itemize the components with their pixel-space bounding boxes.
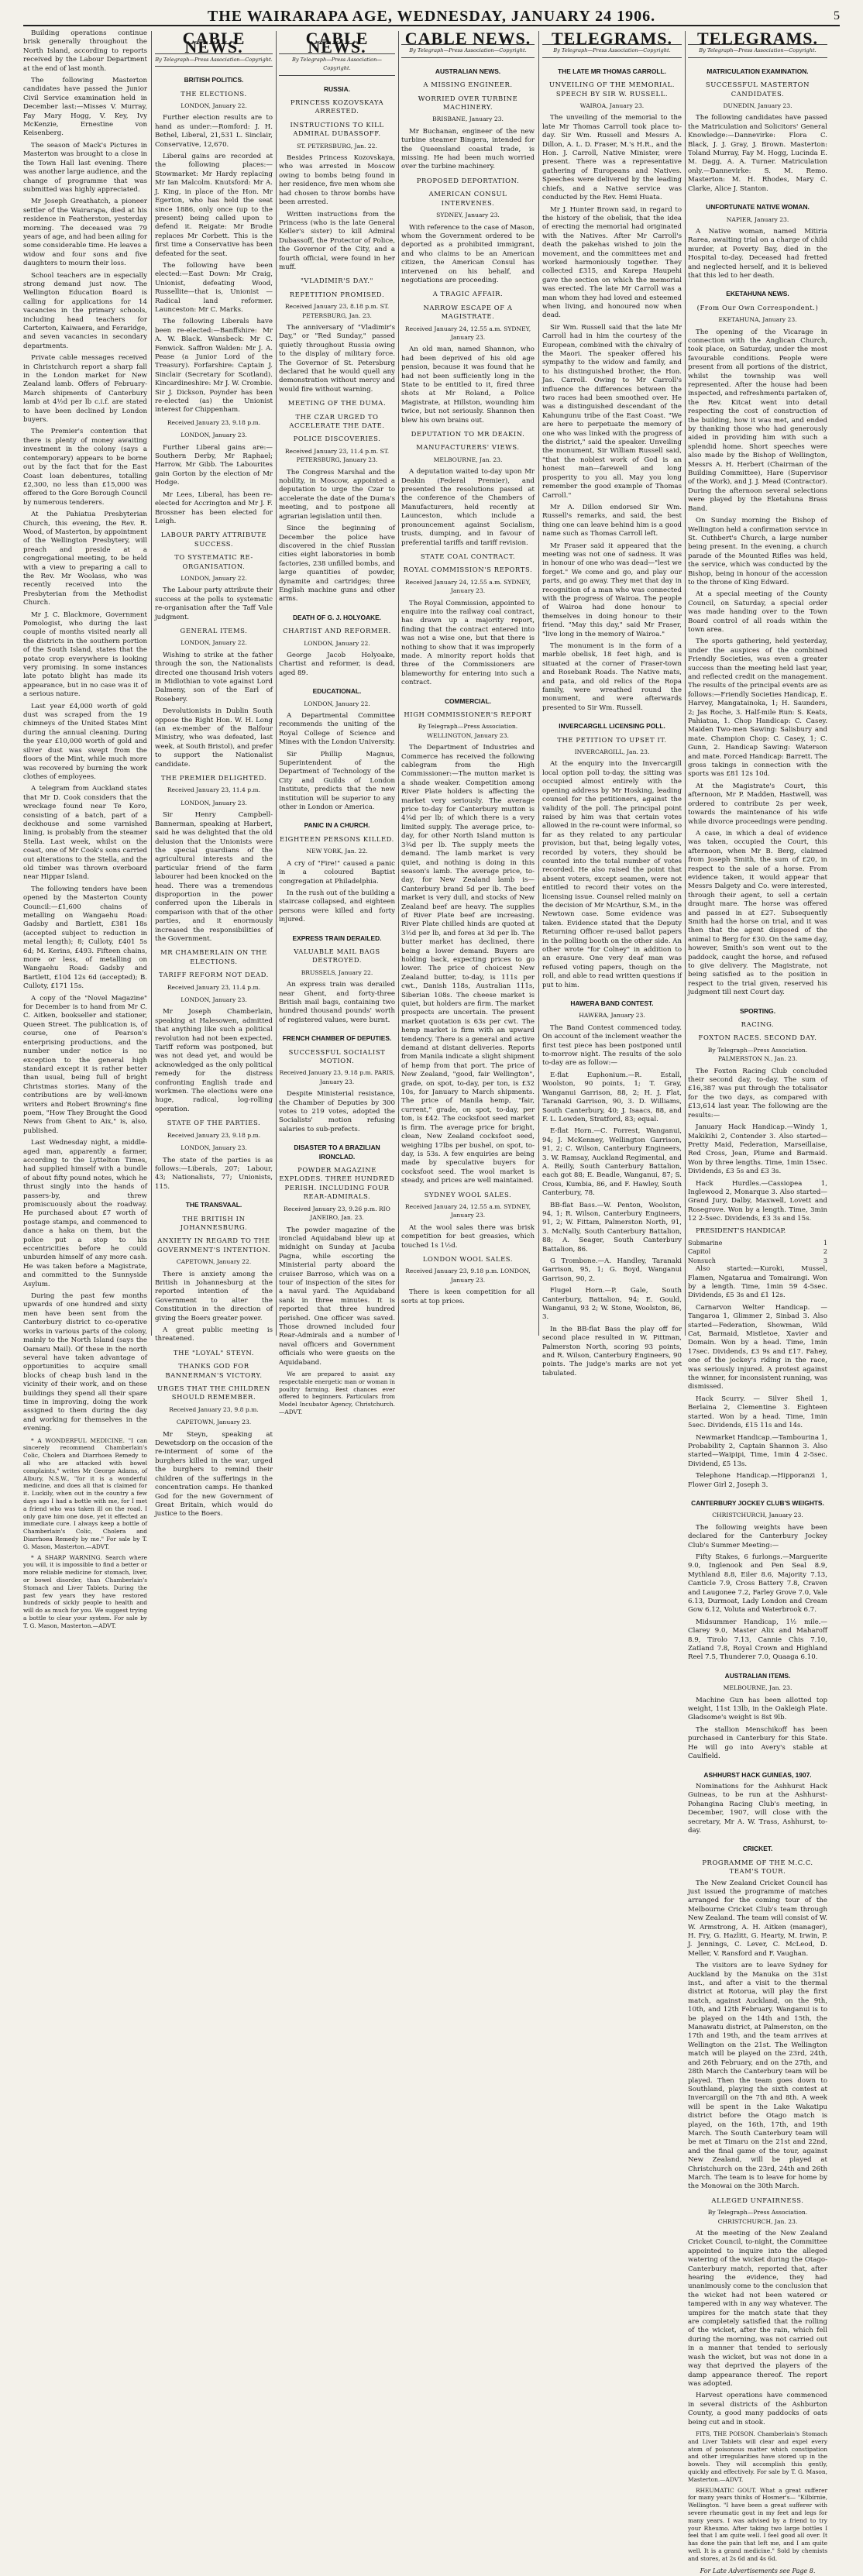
wire-credit: By Telegraph—Press Association—Copyright. xyxy=(279,53,395,76)
advertisement: We are prepared to assist any respectable energetic man or woman in poultry farming. Best chances ever offered to beginners. Particulars from Model Incubator Agency, Christchurch.—ADVT. xyxy=(279,1371,395,1415)
wire-credit: By Telegraph—Press Association—Copyright. xyxy=(688,44,827,57)
results-row xyxy=(688,1247,827,1256)
article-subheadline: RACING. xyxy=(741,1020,775,1029)
placing: 3 xyxy=(823,1257,827,1264)
article-paragraph: Sir Phillip Magnus, Superintendent of the Department of Technology of the City and Guilds of London Institute, predicts that the new institution will be superior to any other in London or America. xyxy=(279,750,395,812)
article-subheadline: STATE COAL CONTRACT. xyxy=(420,552,516,560)
article-paragraph: An express train was derailed near Ghent, and forty-three British mail bags, containing two hundred thousand pounds' worth of registered values, were burnt. xyxy=(279,981,395,1024)
article-headline: AUSTRALIAN NEWS. xyxy=(435,67,501,75)
article-subheadline: URGES THAT THE CHILDREN SHOULD REMEMBER. xyxy=(157,1384,270,1401)
column-rule xyxy=(276,31,277,1336)
article-paragraph: Mr Fraser said it appeared that the meeting was not one of sadness. It was in honour of one who was dead—"lest we forget." We come and go, and play our parts, and go away. They met that day in recognition of a man who was connected with the progress of Wairoa. The people of Wairoa had done honour to themselves in doing honour to their friend. "May this day," said Mr Fraser, "live long in the memory of Wairoa." xyxy=(542,542,682,638)
article-subheadline: GENERAL ITEMS. xyxy=(180,626,248,635)
race-result: Carnarvon Welter Handicap. — Tangaroa 1, Glimmer 2, Sinbad 3. Also started—Federation, Showman, Wild Cat, Barmaid, Mistletoe, Xavier and Domain. Won by a head. Time, 1min 17sec. Dividends, £3 9s and £17. Fahey, one of the jockey's riding in the race, was seriously injured. A protest against the winner, for inconsistent running, was dismissed. xyxy=(688,1303,827,1391)
article-paragraph: At the meeting of the New Zealand Cricket Council, to-night, the Committee appointed to inquire into the alleged watering of the wicket during the Otago-Canterbury match, reported that, after hearing the evidence, they had unanimously come to the conclusion that the wicket had not been watered or tampered with in any way whatever. The umpires for the match state that they are completely satisfied that the rolling of the wicket, after the rain, which fell during the morning, was not carried out in a manner that tended to seriously wash the wicket, but was not done in a way that deprived the players of the damp appearance thereof. The report was adopted. xyxy=(688,2230,827,2388)
article-paragraph: The powder magazine of the ironclad Aquidaband blew up at midnight on Sunday at Jacuba Pagna, while escorting the Ministerial party aboard the cruiser Barroso, which was on a tour of inspection of the sites for a naval yard. The Aquidaband sank in three minutes. It is reported that three hundred perished. One officer was saved. Those drowned included four Rear-Admirals and a number of naval officers and Government officials who were guests on the Aquidaband. xyxy=(279,1226,395,1367)
article-paragraph: Fifty Stakes, 6 furlongs.—Marguerite 9.0, Inglenook and Pen Seal 8.9, Mythland 8.8, Eiler 8.6, Majority 7.13, Canticle 7.9, Cross Battery 7.8, Craven and Laugonee 7.2, Farley Grove 7.0, Vale 6.13, Durmoat, Lady London and Cream Gow 6.12, Voluta and Waterbrook 6.7. xyxy=(688,1553,827,1615)
race-result: Also started:—Kuroki, Mussel, Flamen, Ngatarua and Tomairangi. Won by a length. Time, 1min 59 4-5sec. Dividends, £5 3s and £1 12s. xyxy=(688,1265,827,1300)
article-paragraph: A Departmental Committee recommends the uniting of the Royal College of Science and Mines with the London University. xyxy=(279,712,395,747)
article-headline: PANIC IN A CHURCH. xyxy=(304,821,370,830)
article-paragraph: Nominations for the Ashhurst Hack Guineas, to be run at the Ashhurst-Pohangina Racing Club's meeting, in December, 1907, will close with the secretary, Mr A. W. Trass, Ashhurst, to-day. xyxy=(688,1782,827,1835)
race-result: Newmarket Handicap.—Tambourina 1, Probability 2, Captain Shannon 3. Also started—Waipipi, Time, 1min 4 2-5sec. Dividend, £5 13s. xyxy=(688,1433,827,1468)
news-paragraph: Last year £4,000 worth of gold dust was scraped from the 19 chimneys of the United States Mint during the annual cleaning. During the year £10,000 worth of gold and silver dust was swept from the floors of the Mint, while much more was recovered by burning the work clothes of employees. xyxy=(23,702,147,781)
article-subheadline: MR CHAMBERLAIN ON THE ELECTIONS. xyxy=(160,948,267,965)
article-paragraph: The following candidates have passed the Matriculation and Solicitors' General Knowledge:—Dannevirke: Flora C. Black, J. J. Gray, J. Brown. Masterton: Toland Murray, Fay M. Hogg, Lucinda E. M. Dagg, A. A. Turner. Matriculation only.—Dannevirke: S. M. Remo. Masterton: M. H. Rhodes, Mary C. Clarke, Alice J. Stanton. xyxy=(688,114,827,193)
results-row xyxy=(688,1239,827,1247)
article-paragraph: Flugel Horn.—P. Gale, South Canterbury, Battalion, 94; E. Gould, Wanganui, 93 2; W. Stone, Woolston, 86, 3. xyxy=(542,1287,682,1322)
article-subheadline: PROGRAMME OF THE M.C.C. TEAM'S TOUR. xyxy=(702,1858,813,1876)
article-paragraph: Mr J. Hunter Brown said, in regard to the history of the obelisk, that the idea of erecting the memorial had originated with the Natives. After Mr Carroll's death the pakehas wished to join the movement, and the committees met and worked harmoniously together. They collected £315, and Karepa Haupehi gave the section on which the memorial was erected. The late Mr Carroll was a man whom they had loved and esteemed when living, and honoured now when dead. xyxy=(542,205,682,320)
dateline: ST. PETERSBURG, Jan. 22. xyxy=(297,142,377,150)
article-paragraph: With reference to the case of Mason, whom the Government ordered to be deported as a prohibited immigrant, and who claims to be an American citizen, the American Consul has intervened on his behalf, and negotiations are proceeding. xyxy=(401,223,535,284)
article-subheadline: VALUABLE MAIL BAGS DESTROYED. xyxy=(294,947,380,965)
article-headline: ASHHURST HACK GUINEAS, 1907. xyxy=(703,1770,812,1779)
dateline: LONDON, January 23. xyxy=(181,799,247,807)
received-time: Received January 23, 11.4 p.m. xyxy=(167,786,261,794)
article-paragraph: The monument is in the form of a marble obelisk, 18 feet high, and is situated at the corner of Fraser-town and Rosebank Roads. The Native mats, and pata, and old relics of the Ropa family, were wreathed round the monument, and were afterwards presented to Sir Wm. Russell. xyxy=(542,642,682,712)
article-subheadline: EIGHTEEN PERSONS KILLED. xyxy=(280,834,394,843)
advertisement: RHEUMATIC GOUT. What a great sufferer for many years thinks of Hosmer's— "Kilbirnie, Wellington. "I have been a great sufferer with severe rheumatic gout in my feet and legs for many years. I was advised by a friend to try your Rheumo. After taking two large bottles I feel that I am quite well. I feel good all over. It has done the pain that left me, and I am quite well. It is a grand medicine." Sold by chemists and stores, at 2s 6d and 4s 6d. xyxy=(688,2486,827,2562)
article-subheadline: PRINCESS KOZOVSKAYA ARRESTED. xyxy=(290,98,384,115)
dateline: INVERCARGILL, Jan. 23. xyxy=(574,748,650,756)
article-paragraph: The unveiling of the memorial to the late Mr Thomas Carroll took place to-day. Sir Wm. Russell and Messrs A. Dillon, A. L. D. Fraser, M.'s H.R., and the Hon. J. Carroll, Native Minister, were present. There was a representative gathering of Europeans and Natives. Speeches were delivered by the leading chiefs, and a Native service was conducted by the Rev. Hemi Huata. xyxy=(542,114,682,202)
column-cable-news-russia xyxy=(279,29,395,1415)
article-paragraph: Sir Wm. Russell said that the late Mr Carroll had in him the courtesy of the European, combined with the chivalry of the Maori. The speaker offered his sympathy to the widow and family, and to his distinguished brother, the Hon. Jas. Carroll. Owing to Mr Carroll's influence the differences between the two races had been smoothed over. He was a distinguished descendant of the Kahungunu tribe of the East Coast. "We are here to perpetuate the memory of one who was linked with the progress of the district," said the speaker. Unveiling the monument, Sir William Russell said, "that the noblest work of God is an honest man—farewell and long prosperity to you all. May you long remember the good example of Thomas Carroll." xyxy=(542,323,682,500)
article-subheadline: THE BRITISH IN JOHANNESBURG. xyxy=(180,1214,248,1231)
dateline: NAPIER, January 23. xyxy=(726,215,789,223)
column-local-notes xyxy=(23,29,147,1629)
article-paragraph: A case, in which a deal of evidence was taken, occupied the Court, this afternoon, when Mr B. Berg, claimed from Joseph Smith, the sum of £20, in respect to the sale of a horse. From evidence taken, it would appear that Messrs Dalgety and Co. were interested, through their agent, to sell a certain draught mare. The horse was offered and passed in at £27. Subsequently Smith had the horse on trial, and it was then that the agent disposed of the animal to Berg for £30. On the same day, however, Smith's son went out to the paddock, caught the horse, and refused to give delivery. The Magistrate, not being satisfied as to the position in respect to the trial given, reserved his judgment till next Court day. xyxy=(688,829,827,997)
article-subheadline: DEPUTATION TO MR DEAKIN. xyxy=(411,430,525,439)
dateline: CHRISTCHURCH, January 23. xyxy=(712,1512,803,1519)
article-paragraph: The stallion Menschikoff has been purchased in Canterbury for this State. He will go into Avery's stable at Caulfield. xyxy=(688,1725,827,1761)
dateline: By Telegraph—Press Association. CHRISTCHURCH, Jan. 23. xyxy=(707,2209,808,2225)
article-paragraph: In the rush out of the building a staircase collapsed, and eighteen persons were killed and forty injured. xyxy=(279,889,395,924)
article-paragraph: Liberal gains are recorded at the following places:—Stowmarket: Mr Hardy replacing Mr Ian Malcolm. Knutsford: Mr A. J. King, in place of the Hon. Mr Egerton, who has held the seat since 1886, only once (up to the present) being called upon to defend it. Reigate: Mr Brodie replaces Mr Corbett. This is the first time a Conservative has been defeated for the seat. xyxy=(155,153,273,258)
article-subheadline: LABOUR PARTY ATTRIBUTE SUCCESS. xyxy=(160,531,267,548)
article-paragraph: In the BB-flat Bass the play off for second place resulted in W. Pittman, Palmerston North, scoring 93 points, and R. Wilson, Canterbury Engineers, 90 points. The judge's marks are not yet tabulated. xyxy=(542,1325,682,1377)
article-subheadline: POLICE DISCOVERIES. xyxy=(293,435,381,443)
section-heading: TELEGRAMS. xyxy=(551,29,673,48)
article-paragraph: Despite Ministerial resistance, the Chamber of Deputies by 300 votes to 219 votes, adopted the Socialists' motion refusing salaries to sub-prefects. xyxy=(279,1090,395,1133)
wire-credit: By Telegraph—Press Association—Copyright. xyxy=(155,53,273,67)
article-headline: MATRICULATION EXAMINATION. xyxy=(707,67,809,75)
article-subheadline: SYDNEY WOOL SALES. xyxy=(424,1190,512,1199)
article-paragraph: George Jacob Holyoake, Chartist and reformer, is dead, aged 89. xyxy=(279,651,395,677)
article-subheadline: STATE OF THE PARTIES. xyxy=(167,1119,261,1127)
news-paragraph: A telegram from Auckland states that Mr D. Cook considers that the wreckage found near Te Koro, consisting of a batch, part of a deckhouse and some varnished lining, is probably from the steamer Stella. Last week, whilst on the coast, one of Mr Cook's sons carried out alterations to the Stella, and the old timber was thrown overboard near Hippar Island. xyxy=(23,785,147,882)
column-rule xyxy=(685,31,686,1336)
article-paragraph: Hack Hurdles.—Cassiopea 1, Inglewood 2, Monarque 3. Also started—Grand Jury, Dalby, Maxwell, Lovett and Rosegrove. Won by a length. Time, 3min 12 2-5sec. Dividends, £3 3s and 15s. xyxy=(688,1179,827,1223)
article-paragraph: A deputation waited to-day upon Mr Deakin (Federal Premier), and presented the resolutions passed at the conference of the Chambers of Manufacturers, held recently at Launceston, which include a pronouncement against Socialism, trusts, dumping, and in favour of preferential tariffs and tariff revision. xyxy=(401,468,535,547)
article-headline: THE TRANSVAAL. xyxy=(185,1201,242,1209)
results-row xyxy=(688,1257,827,1265)
article-subheadline: ROYAL COMMISSION'S REPORTS. xyxy=(403,566,533,574)
article-paragraph: G Trombone.—A. Handley, Taranaki Garrison, 95, 1; G. Boyd, Wanganui Garrison, 90, 2. xyxy=(542,1257,682,1283)
article-paragraph: Wishing to strike at the father through the son, the Nationalists directed one thousand Irish voters in Midlothian to vote against Lord Dalmeny, son of the Earl of Rosebery. xyxy=(155,651,273,703)
news-paragraph: The season of Mack's Pictures in Masterton was brought to a close in the Town Hall last evening. There was another large audience, and the change of programme that was submitted was highly appreciated. xyxy=(23,141,147,194)
article-subheadline: INSTRUCTIONS TO KILL ADMIRAL DUBASSOFF. xyxy=(290,120,384,138)
article-paragraph: At a special meeting of the County Council, on Saturday, a special order was made handing over to the Town Board control of all roads within the town area. xyxy=(688,590,827,634)
article-paragraph: Besides Princess Kozovskaya, who was arrested in Moscow owing to bombs being found in her residence, five men whom she had chosen to throw bombs have been arrested. xyxy=(279,154,395,207)
article-paragraph: Mr Lees, Liberal, has been re-elected for Accrington and Mr J. F. Brossner has been elected for Leigh. xyxy=(155,490,273,525)
article-subheadline: ANXIETY IN REGARD TO THE GOVERNMENT'S INTENTION. xyxy=(156,1236,271,1254)
dateline: By Telegraph—Press Association. WELLINGTON, January 23. xyxy=(418,723,518,739)
dateline: DUNEDIN, January 23. xyxy=(723,102,793,110)
dateline: Received January 23, 8.18 p.m. ST. PETERSBURG, Jan. 23. xyxy=(284,303,390,319)
article-paragraph: There is anxiety among the British in Johannesburg at the reported intention of the Government to alter the Constitution in the direction of giving the Boers greater power. xyxy=(155,1270,273,1322)
received-time: Received January 23, 9.18 p.m. xyxy=(167,418,261,426)
article-subheadline: POWDER MAGAZINE EXPLODES. THREE HUNDRED PERISH. INCLUDING FOUR REAR-ADMIRALS. xyxy=(279,1166,395,1201)
article-paragraph: An old man, named Shannon, who had been deprived of his old age pension, because it was found that he had not been sufficiently long in the State to be entitled to it, fired three shots at Mr Roland, a Police Magistrate, at Hillston, wounding him twice, but not seriously. Shannon then blew his own brains out. xyxy=(401,346,535,425)
dateline: MELBOURNE, Jan. 23. xyxy=(723,1684,793,1692)
advertisement: FITS, THE POISON. Chamberlain's Stomach and Liver Tablets will clear and expel every atom of poisonous matter which constipation and other irregularities have stored up in the bowels. They will accomplish this gently, quickly and effectively. For sale by T. G. Mason, Masterton.—ADVT. xyxy=(688,2430,827,2483)
article-paragraph: The Congress Marshal and the nobility, in Moscow, appointed a deputation to urge the Czar to accelerate the date of the Duma's meeting, and to postpone all agrarian legislation until then. xyxy=(279,468,395,521)
article-subheadline: FOXTON RACES. SECOND DAY. xyxy=(698,1033,817,1042)
dateline: Received January 23, 9.26 p.m. RIO JANEIRO, Jan. 23. xyxy=(284,1205,390,1222)
news-paragraph: Mr Joseph Greathatch, a pioneer settler of the Wairarapa, died at his residence in Featherston, yesterday morning. The deceased was 79 years of age, and had been ailing for some considerable time. He leaves a widow and four sons and five daughters to mourn their loss. xyxy=(23,198,147,268)
article-paragraph: At the Magistrate's Court, this afternoon, Mr P. Madden, Hastwell, was ordered to contribute 2s per week, towards the maintenance of his wife while divorce proceedings were pending. xyxy=(688,782,827,826)
article-paragraph: Written instructions from the Princess (who is the late General Keller's sister) to kill Admiral Dubassoff, the Protector of Police, the Governor of the City, and a fourth official, were found in her muff. xyxy=(279,210,395,271)
dateline: LONDON, January 23. xyxy=(181,996,247,1003)
news-paragraph: Mr J. C. Blackmore, Government Pomologist, who during the last couple of months visited nearly all the districts in the southern portion of the South Island, states that the potato crop everywhere is looking very promising. In some instances late potato blight has made its appearance, but in no case was it of a serious nature. xyxy=(23,610,147,699)
article-paragraph: A great public meeting is threatened. xyxy=(155,1326,273,1343)
article-headline: BRITISH POLITICS. xyxy=(184,76,244,84)
dateline: BRUSSELS, January 22. xyxy=(301,968,373,976)
dateline: EKETAHUNA, January 23. xyxy=(718,316,797,324)
column-cable-news-british xyxy=(155,29,273,1518)
news-paragraph: Last Wednesday night, a middle-aged man, apparently a farmer, according to the Lyttelton Times, had supplied himself with a bundle of about fifty pound notes, which he thrust singly into the hands of passers-by, and threw promiscuously about the roadway. He purchased about £7 worth of postage stamps, and commenced to dance a haka on them, but the police put a stop to his eccentricities before he could unburden himself of any more cash. He was taken before a Magistrate, and committed to the Sunnyside Asylum. xyxy=(23,1139,147,1288)
article-subheadline: REPETITION PROMISED. xyxy=(289,290,385,298)
received-time: Received January 23, 11.4 p.m. xyxy=(167,983,261,991)
results-table xyxy=(688,1239,827,1265)
dateline: Received January 23, 11.4 p.m. ST. PETERSBURG, January 23. xyxy=(284,447,390,464)
column-rule xyxy=(151,31,152,1336)
article-paragraph: The sports gathering, held yesterday, under the auspices of the combined Friendly Societies, was even a greater success than the meeting held last year, and reflected credit on the management. The results of the principal events are as follows:—Friendly Societies Handicap, E. Harvey, Mangatainoka, 1; H. Saunders, 2; Jas Roche, 3. Half-mile Run: S. Keats, Pahiatua, 1. Chop Handicap: C. Casey. Maiden Two-men Sawing: Salisbury and mate. Champion Chop: C. Casey, 1; C. Gunn, 2. Handicap Sawing: Waterson and mate. Forced Handicap: Barrett. The gross takings in connection with the sports was £81 12s 10d. xyxy=(688,638,828,779)
article-headline: THE LATE MR THOMAS CARROLL. xyxy=(558,67,666,75)
article-headline: DISASTER TO A BRAZILIAN IRONCLAD. xyxy=(294,1144,380,1161)
received-time: Received January 23, 9.18 p.m. xyxy=(167,1131,261,1139)
article-subheadline: WORRIED OVER TURBINE MACHINERY. xyxy=(418,94,518,112)
advertisement: * A SHARP WARNING. Search where you will, it is impossible to find a better or more reliable medicine for stomach, liver, or bowel disorder, than Chamberlain's Stomach and Liver Tablets. During the past few years they have restored hundreds of sickly people to health and will do as much for you. We suggest trying a bottle to clear your system. For sale by T. G. Mason, Masterton.—ADVT. xyxy=(23,1553,147,1629)
article-paragraph: There is keen competition for all sorts at top prices. xyxy=(401,1288,535,1305)
article-headline: UNFORTUNATE NATIVE WOMAN. xyxy=(706,203,810,212)
article-paragraph: The Band Contest commenced today. On account of the inclement weather the first test piece has been postponed until to-morrow night. The results of the solo to-day are as follow:— xyxy=(542,1023,682,1068)
dateline: Received January 24, 12.55 a.m. SYDNEY, January 23. xyxy=(404,578,531,595)
article-paragraph: E-flat Horn.—C. Forrest, Wanganui, 94; J. McKenney, Wellington Garrison, 91, 2; C. Wilson, Canterbury Engineers, 3. W. Ramsay, Auckland Regimental, and A. Reilly, South Canterbury Battalion, each got 88; E. Beadle, Wanganui, 87; S. Cross, Kumbia, 86, and F. Hawley, South Canterbury, 78. xyxy=(542,1127,682,1198)
article-paragraph: The New Zealand Cricket Council has just issued the programme of matches arranged for the coming tour of the Melbourne Cricket Club's team through New Zealand. The team will consist of W. W. Armstrong, A. H. Aitken (manager), H. Fry, G. Hazlitt, G. Hearty, M. Irwin, P. J. Jennings, C. Lever, C. McLeod, D. Meller, V. Ransford and F. Vaughan. xyxy=(688,1879,827,1958)
placing: 1 xyxy=(823,1239,827,1247)
section-heading: TELEGRAMS. xyxy=(696,29,819,48)
article-paragraph: The Labour party attribute their success at the polls to systematic re-organisation after the Taff Vale judgment. xyxy=(155,586,273,621)
article-paragraph: Devolutionists in Dublin South oppose the Right Hon. W. H. Long (an ex-member of the Balfour Ministry, who was defeated, last week, at South Bristol), and prefer to support the Nationalist candidate. xyxy=(155,707,273,769)
wire-credit: By Telegraph—Press Association—Copyright. xyxy=(542,44,682,57)
article-paragraph: On Sunday morning the Bishop of Wellington held a confirmation service in St. Cuthbert's Church, a large number being present. In the evening, a church parade of the Mounted Rifles was held, the service, which was conducted by the Bishop, being in honour of the accession to the throne of King Edward. xyxy=(688,517,827,586)
article-paragraph: The opening of the Vicarage in connection with the Anglican Church, took place, on Saturday, under the most favourable conditions. People were present from all portions of the district, whilst the township was well represented. After the house had been inspected, and refreshments partaken of, the Rev. Kitcat went into detail respecting the cost of construction of the building, how it was met, and ended by thanking those who had generously aided in providing him with such a splendid home. Short speeches were also made by the Bishop of Wellington, Messrs A. H. Herbert (Chairman of the Building Committee), Hare (Supervisor of the Work), and J. J. Mead (Contractor). During the afternoon several selections were played by the Eketahuna Brass Band. xyxy=(688,328,828,513)
article-paragraph: BB-flat Bass.—W. Penton, Woolston, 94, 1; R. Wilson, Canterbury Engineers, 91, 2; W. Fittam, Palmerston North, 91, 3. McNally, South Canterbury Battalion, 88; A. Seager, South Canterbury Battalion, 86. xyxy=(542,1201,682,1254)
article-headline: HAWERA BAND CONTEST. xyxy=(570,999,654,1008)
dateline: SYDNEY, January 23. xyxy=(436,212,500,219)
dateline: BRISBANE, January 23. xyxy=(432,115,504,123)
column-cable-news-australian xyxy=(401,29,535,1336)
article-paragraph: Further Liberal gains are:—Southern Derby, Mr Raphael; Harrow, Mr Gibb. The Labourites gain Gorton by the election of Mr Hodge. xyxy=(155,443,273,487)
dateline: By Telegraph—Press Association. PALMERSTON N., Jan. 23. xyxy=(707,1046,808,1063)
article-subheadline: PROPOSED DEPORTATION. xyxy=(416,176,520,184)
article-paragraph: The state of the parties is as follows:—Liberals, 207; Labour, 43; Nationalists, 77; Unionists, 115. xyxy=(155,1156,273,1191)
news-paragraph: Building operations continue brisk generally throughout the North Island, according to reports received by the Labour Department at the end of last month. xyxy=(23,29,147,73)
article-subheadline: HIGH COMMISSIONER'S REPORT xyxy=(404,710,532,718)
news-paragraph: School teachers are in especially strong demand just now. The Wellington Education Board is calling for applications for 14 vacancies in the primary schools, including head teachers for Carterton, Kaiwaera, and Feraridge, and seven vacancies in secondary departments. xyxy=(23,271,147,350)
section-heading: CABLE NEWS. xyxy=(182,29,246,57)
article-subheadline: SUCCESSFUL MASTERTON CANDIDATES. xyxy=(705,81,810,98)
masthead-rule xyxy=(23,25,840,26)
article-subheadline: LONDON WOOL SALES. xyxy=(422,1254,514,1263)
article-subheadline: THE PREMIER DELIGHTED. xyxy=(160,774,267,782)
article-subheadline: NARROW ESCAPE OF A MAGISTRATE. xyxy=(423,303,513,321)
dateline: LONDON, January 22. xyxy=(181,639,247,647)
horse-name: Submarine xyxy=(688,1239,723,1247)
article-paragraph: The following Liberals have been re-elected:—Banffshire: Mr A. W. Black. Wansbeck: Mr C. Fenwick. Saffron Walden: Mr J. A. Pease (a Junior Lord of the Treasury). Forfarshire: Captain J. Sinclair (Secretary for Scotland). Kincardineshire: Mr J. W. Crombie. Sir J. Dickson, Poynder has been re-elected (as) the Unionist interest for Chippenham. xyxy=(155,318,273,414)
footer-note: For Late Advertisements see Page 8. xyxy=(700,2567,816,2575)
column-rule xyxy=(398,31,399,1336)
article-subheadline: A MISSING ENGINEER. xyxy=(423,81,513,89)
article-headline: CANTERBURY JOCKEY CLUB'S WEIGHTS. xyxy=(691,1498,824,1507)
article-paragraph: The Royal Commission, appointed to enquire into the railway coal contract, has drawn up a majority report, finding that the contract entered into was not a wise one, but that there is nothing to show that it was improperly made. A minority report holds that three of the Commissioners are blameworthy for entering into such a contract. xyxy=(401,599,535,687)
article-paragraph: January Hack Handicap.—Windy 1, Makikihi 2, Contender 3. Also started—Pretty Maid, Federation, Marseillaise, Red Cross, Jean, Plume and Barmaid. Won by three lengths. Time, 1min 15sec. Dividends, £3 5s and £3 3s. xyxy=(688,1123,827,1176)
dateline: LONDON, January 23. xyxy=(181,432,247,439)
masthead xyxy=(0,0,863,26)
news-paragraph: At the Pahiatua Presbyterian Church, this evening, the Rev. R. Wood, of Masterton, by appointment of the Wellington Presbytery, will preach and preside at a congregational meeting, to be held with a view to preparing a call to the Rev. Mr Woolass, who was recently received into the Presbyterian from the Methodist Church. xyxy=(23,511,147,607)
article-paragraph: Mr A. Dillon endorsed Sir Wm. Russell's remarks, and said, the best thing one can leave behind him is a good name such as Thomas Carroll left. xyxy=(542,503,682,538)
article-subheadline: SUCCESSFUL SOCIALIST MOTION. xyxy=(288,1047,386,1064)
placing: 2 xyxy=(823,1248,827,1256)
news-paragraph: Private cable messages received in Christchurch report a sharp fall in the London market for New Zealand lamb. Offers of February-March shipments of Canterbury lamb at 4½d per lb c.i.f. are stated to have been declined by London buyers. xyxy=(23,354,147,425)
dateline: LONDON, January 22. xyxy=(181,102,247,110)
column-rule xyxy=(538,31,539,1336)
dateline: Received January 24, 12.55 a.m. SYDNEY, January 23. xyxy=(404,325,531,341)
article-subheadline: UNVEILING OF THE MEMORIAL. SPEECH BY SIR W. RUSSELL. xyxy=(548,81,676,98)
article-subheadline: TARIFF REFORM NOT DEAD. xyxy=(159,971,269,979)
race-result: Telephone Handicap.—Hipporanzi 1, Flower Girl 2, Joseph 3. xyxy=(688,1472,827,1489)
news-paragraph: A copy of the "Novel Magazine" for December is to hand from Mr C. C. Aitken, bookseller and stationer, Queen Street. The publication is, of course, one of Pearson's enterprising productions, and the number under notice is no exception to the general high standard except it is rather better than usual, being full of bright Christmas stories. Many of the contributions are by well-known writers and Robert Browning's fine poem, "How They Brought the Good News from Ghent to Aix," is, also, published. xyxy=(23,994,147,1135)
dateline: LONDON, January 22. xyxy=(304,700,370,707)
article-subheadline: THE CZAR URGED TO ACCELERATE THE DATE. xyxy=(289,412,385,430)
article-headline: RUSSIA. xyxy=(324,84,350,93)
section-heading: CABLE NEWS. xyxy=(404,29,531,48)
article-subheadline: ALLEGED UNFAIRNESS. xyxy=(711,2196,804,2204)
article-subheadline: THE PETITION TO UPSET IT. xyxy=(557,735,667,744)
article-paragraph: Mr Steyn, speaking at Dewetsdorp on the occasion of the re-interment of some of the burghers killed in the war, urged the burghers to remind their children of the sufferings in the concentration camps. He thanked God for the new Government of Great Britain, which would do justice to the Boers. xyxy=(155,1430,273,1518)
article-headline: COMMERCIAL. xyxy=(444,696,491,705)
column-telegrams-carroll xyxy=(542,29,682,1377)
article-paragraph: The visitors are to leave Sydney for Auckland by the Manuka on the 31st inst., and after a visit to the thermal district at Rotorua, will play the first match, against Auckland, on the 9th, 10th, and 12th February. Wanganui is to be played on the 14th and 15th, the Manawatu district, at Palmerston, on the 17th and 19th, and the team arrives at Wellington on the 21st. The Wellington match will be played on the 23rd, 24th, and 26th February, and on the 27th, and 28th March the Canterbury team will be played. Then the team goes down to Southland, playing the sixth contest at Invercargill on the 7th and 8th. A week will be spent in the Lake Wakatipu district before the Otago match is played, on the 16th, 17th, and 19th March. The South Canterbury team will be met at Timaru on the 21st and 22nd, and the final game of the tour, against New Zealand, will be played at Christchurch on the 23rd, 24th and 26th March. The team is to leave for home by the Monowai on the 30th March. xyxy=(688,1962,827,2191)
dateline: HAWERA, January 23. xyxy=(579,1012,645,1020)
dateline: CAPETOWN, January 23. xyxy=(176,1419,252,1426)
article-subheadline: A TRAGIC AFFAIR. xyxy=(432,290,504,298)
section-heading: CABLE NEWS. xyxy=(305,29,369,57)
article-subheadline: THE ELECTIONS. xyxy=(181,89,247,98)
article-paragraph: The anniversary of "Vladimir's Day," or "Red Sunday," passed quietly throughout Russia owing to the display of military force. The Governor of St. Petersburg declared that he would quell any demonstration without mercy and would fire without warning. xyxy=(279,323,395,394)
article-subheadline: AMERICAN CONSUL INTERVENES. xyxy=(428,190,507,207)
article-headline: EXPRESS TRAIN DERAILED. xyxy=(292,934,382,942)
article-paragraph: A Native woman, named Mitiria Rarea, awaiting trial on a charge of child murder, at Poverty Bay, died in the Hospital to-day. Deceased had fretted and neglected herself, and it is believed that this led to her death. xyxy=(688,227,827,280)
article-subheadline: (From Our Own Correspondent.) xyxy=(696,303,819,311)
article-headline: INVERCARGILL LICENSING POLL. xyxy=(559,722,665,731)
article-paragraph: Midsummer Handicap, 1½ mile.—Clarey 9.0, Master Alix and Maharoff 8.9, Tirolo 7.13, Cannie Chis 7.10, Zatland 7.8, Royal Crown and Highland Reel 7.5, Thunderer 7.0, Quaaga 6.10. xyxy=(688,1618,827,1662)
column-telegrams-matriculation xyxy=(688,29,828,2575)
news-paragraph: During the past few months upwards of one hundred and sixty men have been sent from the Canterbury district to co-operative works in various parts of the colony, mainly to the North Island (says the Oamaru Mail). Of these in the north several have taken advantage of opportunities to acquire small blocks of cheap bush land in the vicinity of their work, and on these buildings they spend all their spare time in improving, doing the work assigned to them during the day and working for themselves in the evening. xyxy=(23,1292,147,1433)
article-headline: EDUCATIONAL. xyxy=(312,687,362,696)
article-subheadline: MEETING OF THE DUMA. xyxy=(287,399,387,408)
article-paragraph: The Department of Industries and Commerce has received the following cablegram from the High Commissioner:—The mutton market is a shade weaker. Competition among River Plate holders is affecting the market very seriously. The average price to-day for Canterbury mutton is 4¼d per lb; of which there is a very limited supply. The average price, to-day, for other North Island mutton is 3¾d per lb. The supply meets the demand. The lamb market is very quiet, and nothing is doing in this season's lamb. The average price, to-day, for New Zealand lamb is—Canterbury brand 5d per lb. The beef market is very dull, and stocks of New Zealand beef are heavy. The supplies of River Plate beef are increasing. River Plate chilled hinds are quoted at 3½d per lb, and fores at 3d per lb. The butter market has declined, there being a lower demand. Buyers are holding back, expecting prices to go lower. The price of choicest New Zealand butter, to-day, is 111s per cwt., Danish 118s, Australian 111s, Siberian 108s. The cheese market is quiet, but holders are firm. The market prospects are uncertain. The present market quotation is 63s per cwt. The hemp market is firm with an upward tendency. There is a general and active demand at distant deliveries. Reports from Manila indicate a slight shipment of hemp from that port. The price of New Zealand, "good, fair Wellington", grade, on spot, to-day, per ton, is £32 10s, for January to March shipments. The price of Manila hemp, "fair, current," grade, on spot, to-day, per ton, is £42. The cocksfoot seed market is firm. The average price for bright, clean, New Zealand cocksfoot seed, weighing 17lbs per bushel, on spot, to-day, is 53s. A few enquiries are being made by speculative buyers for cocksfoot seed. The wool market is steady, and prices are well maintained. xyxy=(401,744,535,1185)
article-paragraph: A cry of "Fire!" caused a panic in a coloured Baptist congregation at Philadelphia. xyxy=(279,859,395,886)
article-paragraph: Harvest operations have commenced in several districts of the Ashburton County, a good many paddocks of oats being cut and in stook. xyxy=(688,2392,827,2426)
advertisement: * A WONDERFUL MEDICINE. "I can sincerely recommend Chamberlain's Colic, Cholera and Diarrhoea Remedy to all who are attacked with bowel complaints," writes Mr George Adams, of Albury, N.S.W., "for it is a wonderful medicine, and does all that is claimed for it. Luckily, when out in the country a few days ago I had a bottle with me, for I met a friend who was taken ill on the road. I only gave him one dose, yet it effected an immediate cure. I always keep a bottle of Chamberlain's Colic, Cholera and Diarrhoea Remedy by me." For sale by T. G. Mason, Masterton.—ADVT. xyxy=(23,1436,147,1550)
article-paragraph: Sir Henry Campbell-Bannerman, speaking at Harbert, said he was delighted that the old delusion that the Unionists were the special guardians of the agricultural interests and the particular friend of the farm labourer had been knocked on the head. There was a tremendous disproportion in the power conferred upon the Liberals in comparison with that of the other parties, and it enormously increased the responsibilities of the Government. xyxy=(155,811,273,943)
horse-name: Nonsuch xyxy=(688,1257,716,1264)
horse-name: Capitol xyxy=(688,1248,711,1256)
dateline: CAPETOWN, January 22. xyxy=(176,1258,252,1266)
article-paragraph: The following have been elected:—East Down: Mr Craig, Unionist, defeating Wood, Russellite—that is, Unionist — Radical land reformer. Launceston: Mr C. Marks. xyxy=(155,261,273,314)
news-paragraph: The Premier's contention that there is plenty of money awaiting investment in the colony (says a contemporary) appears to be borne out by the fact that for the East Coast loan debentures, totalling £2,300, no less than £15,000 was offered to the Gore Borough Council by numerous tenderers. xyxy=(23,428,147,507)
dateline: Received January 24, 12.55 a.m. SYDNEY, January 23. xyxy=(404,1202,531,1219)
article-subheadline: "VLADIMIR'S DAY." xyxy=(300,277,373,285)
dateline: LONDON, January 23. xyxy=(181,1144,247,1152)
article-subheadline: CHARTIST AND REFORMER. xyxy=(283,627,391,635)
dateline: Received January 23, 9.18 p.m. LONDON, January 23. xyxy=(405,1267,531,1284)
race-result: Hack Scurry. — Silver Sheil 1, Berlaina 2, Clementine 3. Eighteen started. Won by a head. Time, 1min 5sec. Dividends, £15 11s and 14s. xyxy=(688,1395,827,1430)
article-paragraph: At the enquiry into the Invercargill local option poll to-day, the sitting was occupied almost entirely with the opening address by Mr Hosking, leading counsel for the petitioners, against the validity of the poll. The principal point raised by him was that certain votes allowed in the re-count were informal, so far as they related to any particular provision, but that, being legally votes, recorded by voters, they should be counted into the total number of votes recorded. He also raised the point that absent voters, except seamen, were not entitled to record their votes on the licensing issue. Counsel relied mainly on the decision of Mr McArthur, S.M., in the Newtown case. Some evidence was taken. Evidence stated that the Deputy Returning Officer re-used ballot papers in the polling booth on the other side. An other wrote "for Colney" in addition to an erasure. One very deaf man was refused voting papers, though on the roll, and able to read written questions if put to him. xyxy=(542,760,682,989)
article-headline: AUSTRALIAN ITEMS. xyxy=(724,1671,791,1680)
article-headline: DEATH OF G. J. HOLYOAKE. xyxy=(292,613,381,621)
article-paragraph: E-flat Euphonium.—R. Estall, Woolston, 90 points, 1; T. Gray, Wanganui Garrison, 88, 2; H. J. Flat, Taranaki Garrison, 90, 3. D. Williams, South Canterbury, 40; J. Isaacs, 88, and F. L. Lowden, Stratford, 83; equal. xyxy=(542,1071,682,1123)
dateline: WAIROA, January 23. xyxy=(579,102,645,110)
masthead-title: THE WAIRARAPA AGE, WEDNESDAY, JANUARY 24 1906. xyxy=(207,8,656,25)
article-subheadline: MANUFACTURERS' VIEWS. xyxy=(416,443,520,452)
wire-credit: By Telegraph—Press Association—Copyright. xyxy=(401,44,535,57)
dateline: NEW YORK, Jan. 22. xyxy=(306,848,368,855)
article-paragraph: Mr Buchanan, engineer of the new turbine steamer Bingera, intended for the Queensland coastal trade, is missing. He had been much worried over the turbine machinery. xyxy=(401,127,535,171)
article-paragraph: Since the beginning of December the police have discovered in the chief Russian cities eight laboratories in bomb factories, 238 unfilled bombs, and large quantities of powder, dynamite and cartridges; three English machine guns and other arms. xyxy=(279,524,395,604)
dateline: Received January 23, 9.18 p.m. PARIS, January 23. xyxy=(279,1069,395,1085)
news-paragraph: The following Masterton candidates have passed the Junior Civil Service examination held in December last:—Misses V. Murray, Fay Mary Hogg, V. Key, Ivy McKenzie, Ernestine von Keisenberg. xyxy=(23,77,147,138)
article-headline: FRENCH CHAMBER OF DEPUTIES. xyxy=(282,1034,392,1043)
article-subheadline: THE "LOYAL" STEYN. xyxy=(173,1348,255,1357)
article-headline: EKETAHUNA NEWS. xyxy=(726,290,789,298)
article-paragraph: The following weights have been declared for the Canterbury Jockey Club's Summer Meeting:— xyxy=(688,1523,827,1549)
article-subheadline: THANKS GOD FOR BANNERMAN'S VICTORY. xyxy=(165,1362,263,1379)
article-paragraph: The Foxton Racing Club concluded their second day, to-day. The sum of £16,387 was put through the totalisator for the two days, as compared with £13,614 last year. The following are the results:— xyxy=(688,1067,827,1119)
article-paragraph: Further election results are to hand as under:—Romford: J. H. Bethel, Liberal, 21,531 L. Sinclair, Conservative, 12,670. xyxy=(155,114,273,149)
article-paragraph: At the wool sales there was brisk competition for best greasies, which touched 1s 1½d. xyxy=(401,1223,535,1250)
article-paragraph: PRESIDENT'S HANDICAP. xyxy=(696,1226,786,1235)
article-paragraph: Mr Joseph Chamberlain, speaking at Halesowen, admitted that anything like such a political revolution had not been expected. Tariff reform was postponed, but was not dead yet, and would be acknowledged as the only political remedy for the distress confronting English trade and workmen. The elections were one huge, radical, log-rolling operation. xyxy=(155,1008,273,1113)
article-headline: CRICKET. xyxy=(742,1845,773,1853)
article-paragraph: Machine Gun has been allotted top weight, 11st 13lb, in the Oakleigh Plate. Gladsome's weight is 8st 9lb. xyxy=(688,1696,827,1722)
dateline: MELBOURNE, Jan. 23. xyxy=(433,456,503,463)
news-paragraph: The following tenders have been opened by the Masterton County Council:—£1,600 chains of metalling on Wangaehu Road: Gadsby and Bartlett, £381 18s (accepted subject to reduction in metal length); 8; Culloty, £401 5s 6d; M. Kerins, £493. Fifteen chains, more or less, of metalling on Wangaehu Road: Gadsby and Bartlett, £104 12s 6d (accepted); B. Culloty, £171 15s. xyxy=(23,885,147,991)
article-subheadline: TO SYSTEMATIC RE-ORGANISATION. xyxy=(174,553,253,570)
article-headline: SPORTING. xyxy=(739,1006,776,1015)
page-number: 5 xyxy=(834,9,840,22)
dateline: LONDON, January 22. xyxy=(181,574,247,582)
received-time: Received January 23, 9.8 p.m. xyxy=(169,1405,259,1413)
dateline: LONDON, January 22. xyxy=(304,639,370,647)
